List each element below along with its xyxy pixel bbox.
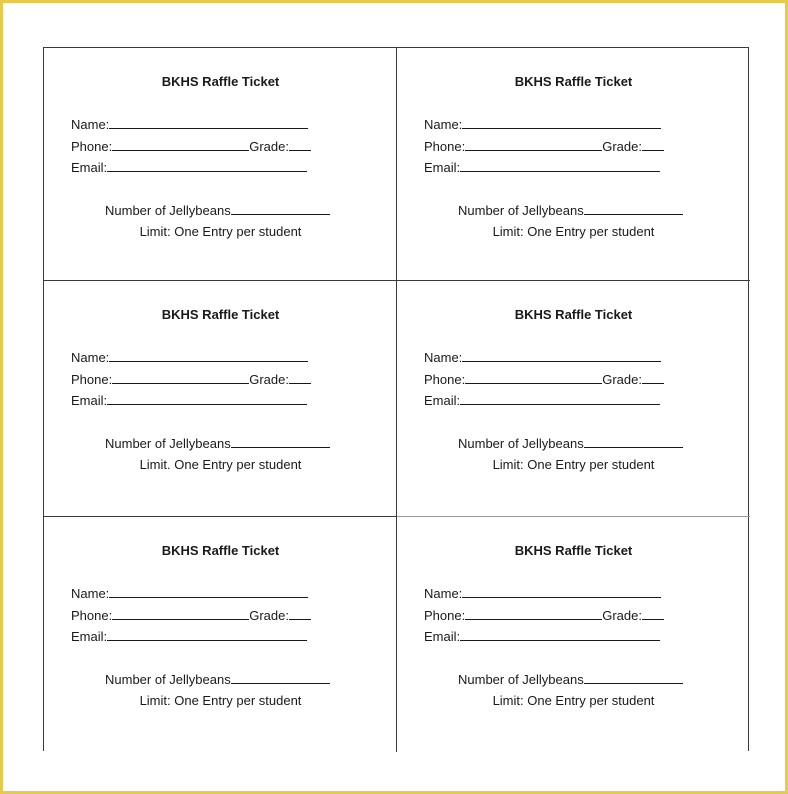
grade-label: Grade: xyxy=(602,608,642,623)
email-field-line xyxy=(71,159,307,175)
name-field-line xyxy=(424,349,661,365)
email-label: Email: xyxy=(71,393,108,408)
ticket-title: BKHS Raffle Ticket xyxy=(514,543,633,558)
raffle-ticket xyxy=(397,48,750,281)
jellybeans-blank[interactable] xyxy=(231,202,330,215)
jellybeans-field-line xyxy=(458,671,683,687)
name-blank[interactable] xyxy=(109,116,308,129)
email-label: Email: xyxy=(424,629,461,644)
email-field-line xyxy=(71,392,307,408)
email-label: Email: xyxy=(424,393,461,408)
email-field-line xyxy=(424,392,660,408)
ticket-title: BKHS Raffle Ticket xyxy=(161,543,280,558)
phone-blank[interactable] xyxy=(465,607,602,620)
name-label: Name: xyxy=(424,117,463,132)
name-field-line xyxy=(71,349,308,365)
raffle-ticket xyxy=(397,517,750,752)
jellybeans-field-line xyxy=(458,435,683,451)
grade-blank[interactable] xyxy=(289,371,311,384)
jellybeans-blank[interactable] xyxy=(584,671,683,684)
email-field-line xyxy=(424,159,660,175)
ticket-title: BKHS Raffle Ticket xyxy=(514,307,633,322)
phone-blank[interactable] xyxy=(465,371,602,384)
name-label: Name: xyxy=(71,117,110,132)
phone-field-line xyxy=(424,607,664,623)
name-blank[interactable] xyxy=(462,116,661,129)
phone-field-line xyxy=(424,138,664,154)
name-label: Name: xyxy=(71,350,110,365)
phone-label: Phone: xyxy=(71,372,113,387)
entry-limit-text: Limit: One Entry per student xyxy=(492,693,655,708)
phone-field-line xyxy=(424,371,664,387)
raffle-ticket xyxy=(397,281,750,517)
jellybeans-label: Number of Jellybeans xyxy=(105,672,231,687)
name-field-line xyxy=(424,585,661,601)
jellybeans-label: Number of Jellybeans xyxy=(105,436,231,451)
jellybeans-blank[interactable] xyxy=(584,202,683,215)
jellybeans-field-line xyxy=(458,202,683,218)
email-field-line xyxy=(424,628,660,644)
phone-field-line xyxy=(71,371,311,387)
raffle-ticket-sheet xyxy=(43,47,749,751)
entry-limit-text: Limit: One Entry per student xyxy=(492,224,655,239)
phone-label: Phone: xyxy=(71,139,113,154)
phone-label: Phone: xyxy=(71,608,113,623)
jellybeans-field-line xyxy=(105,202,330,218)
grade-label: Grade: xyxy=(602,372,642,387)
ticket-title: BKHS Raffle Ticket xyxy=(161,74,280,89)
email-field-line xyxy=(71,628,307,644)
raffle-ticket xyxy=(44,48,397,281)
phone-blank[interactable] xyxy=(112,607,249,620)
name-field-line xyxy=(424,116,661,132)
grade-label: Grade: xyxy=(602,139,642,154)
phone-field-line xyxy=(71,607,311,623)
grade-blank[interactable] xyxy=(642,607,664,620)
raffle-ticket xyxy=(44,281,397,517)
grade-label: Grade: xyxy=(249,608,289,623)
ticket-title: BKHS Raffle Ticket xyxy=(161,307,280,322)
raffle-ticket xyxy=(44,517,397,752)
jellybeans-label: Number of Jellybeans xyxy=(458,436,584,451)
name-blank[interactable] xyxy=(462,585,661,598)
name-field-line xyxy=(71,585,308,601)
phone-field-line xyxy=(71,138,311,154)
email-label: Email: xyxy=(424,160,461,175)
grade-label: Grade: xyxy=(249,372,289,387)
phone-label: Phone: xyxy=(424,372,466,387)
grade-blank[interactable] xyxy=(642,371,664,384)
email-blank[interactable] xyxy=(460,159,660,172)
grade-label: Grade: xyxy=(249,139,289,154)
name-label: Name: xyxy=(424,350,463,365)
grade-blank[interactable] xyxy=(289,138,311,151)
email-blank[interactable] xyxy=(107,159,307,172)
name-blank[interactable] xyxy=(109,349,308,362)
jellybeans-field-line xyxy=(105,435,330,451)
name-field-line xyxy=(71,116,308,132)
email-blank[interactable] xyxy=(460,628,660,641)
entry-limit-text: Limit. One Entry per student xyxy=(139,457,302,472)
email-blank[interactable] xyxy=(460,392,660,405)
phone-blank[interactable] xyxy=(112,371,249,384)
entry-limit-text: Limit: One Entry per student xyxy=(139,224,302,239)
jellybeans-label: Number of Jellybeans xyxy=(105,203,231,218)
jellybeans-label: Number of Jellybeans xyxy=(458,672,584,687)
name-blank[interactable] xyxy=(109,585,308,598)
grade-blank[interactable] xyxy=(289,607,311,620)
ticket-title: BKHS Raffle Ticket xyxy=(514,74,633,89)
name-blank[interactable] xyxy=(462,349,661,362)
jellybeans-blank[interactable] xyxy=(231,435,330,448)
phone-label: Phone: xyxy=(424,608,466,623)
jellybeans-label: Number of Jellybeans xyxy=(458,203,584,218)
email-label: Email: xyxy=(71,629,108,644)
email-label: Email: xyxy=(71,160,108,175)
name-label: Name: xyxy=(71,586,110,601)
email-blank[interactable] xyxy=(107,628,307,641)
name-label: Name: xyxy=(424,586,463,601)
email-blank[interactable] xyxy=(107,392,307,405)
phone-label: Phone: xyxy=(424,139,466,154)
jellybeans-field-line xyxy=(105,671,330,687)
phone-blank[interactable] xyxy=(465,138,602,151)
phone-blank[interactable] xyxy=(112,138,249,151)
jellybeans-blank[interactable] xyxy=(584,435,683,448)
jellybeans-blank[interactable] xyxy=(231,671,330,684)
entry-limit-text: Limit: One Entry per student xyxy=(492,457,655,472)
entry-limit-text: Limit: One Entry per student xyxy=(139,693,302,708)
grade-blank[interactable] xyxy=(642,138,664,151)
